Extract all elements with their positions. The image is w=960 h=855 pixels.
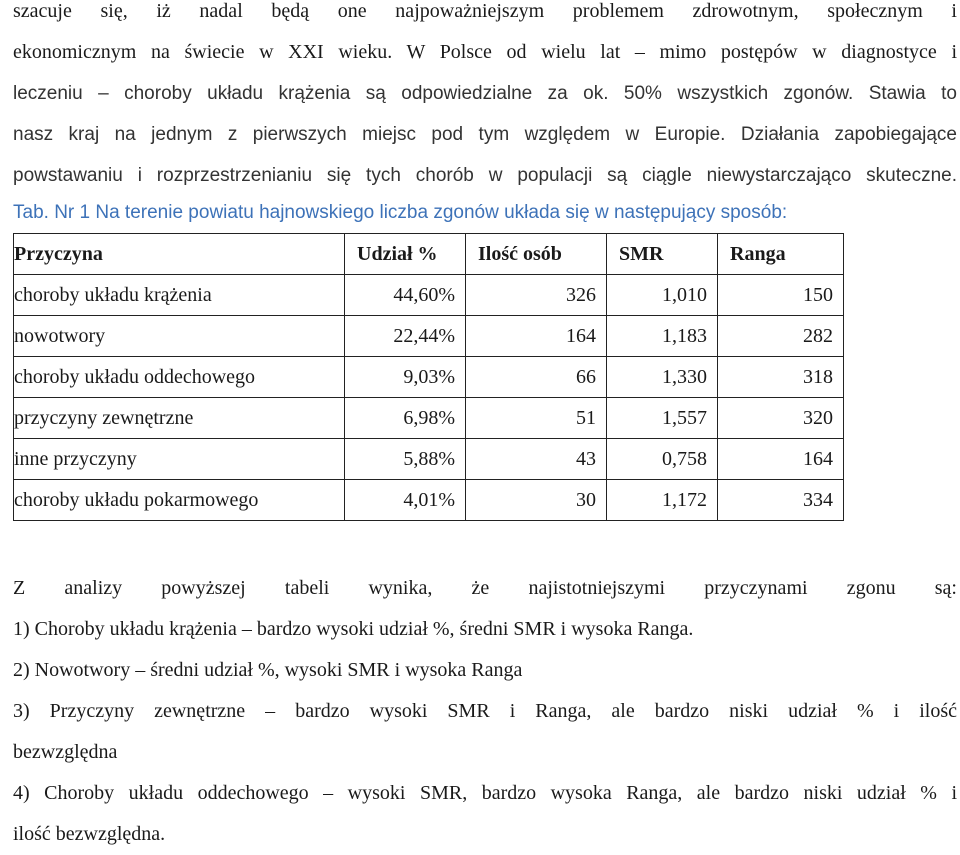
table-row: [14, 357, 844, 398]
analysis-section: [13, 568, 957, 855]
table-row: [14, 398, 844, 439]
cell-cause: nowotwory: [14, 316, 345, 357]
cell-count: 30: [466, 480, 607, 521]
analysis-line-1: Z analizy powyższej tabeli wynika, że najistotniejszymi przyczynami zgonu są:: [13, 577, 957, 599]
cell-share: 44,60%: [345, 275, 466, 316]
header-smr: SMR: [607, 234, 718, 275]
cell-cause: choroby układu krążenia: [14, 275, 345, 316]
table-row: [14, 275, 844, 316]
analysis-line-7: ilość bezwzględna.: [13, 823, 166, 845]
intro-line-5: powstawaniu i rozprzestrzenianiu się tych chorób w populacji są ciągle niewystarczająco skuteczne.: [13, 165, 957, 186]
cell-share: 4,01%: [345, 480, 466, 521]
mortality-table: [13, 233, 844, 521]
analysis-line-3: 2) Nowotwory – średni udział %, wysoki SMR i wysoka Ranga: [13, 659, 523, 681]
analysis-line-5: bezwzględna: [13, 741, 118, 763]
cell-smr: 1,183: [607, 316, 718, 357]
cell-count: 51: [466, 398, 607, 439]
table-caption: Tab. Nr 1 Na terenie powiatu hajnowskiego liczba zgonów układa się w następujący sposób:: [13, 202, 788, 223]
cell-cause: inne przyczyny: [14, 439, 345, 480]
cell-rank: 150: [718, 275, 844, 316]
table-row: [14, 316, 844, 357]
table-row: [14, 439, 844, 480]
cell-rank: 320: [718, 398, 844, 439]
header-share: Udział %: [345, 234, 466, 275]
analysis-line-4: 3) Przyczyny zewnętrzne – bardzo wysoki SMR i Ranga, ale bardzo niski udział % i ilość: [13, 700, 957, 722]
analysis-line-2: 1) Choroby układu krążenia – bardzo wysoki udział %, średni SMR i wysoka Ranga.: [13, 618, 694, 640]
cell-smr: 1,330: [607, 357, 718, 398]
cell-count: 326: [466, 275, 607, 316]
cell-cause: choroby układu oddechowego: [14, 357, 345, 398]
cell-count: 66: [466, 357, 607, 398]
cell-smr: 0,758: [607, 439, 718, 480]
cell-rank: 164: [718, 439, 844, 480]
intro-line-2: ekonomicznym na świecie w XXI wieku. W Polsce od wielu lat – mimo postępów w diagnostyce i: [13, 41, 957, 63]
analysis-line-6: 4) Choroby układu oddechowego – wysoki SMR, bardzo wysoka Ranga, ale bardzo niski udział % i: [13, 782, 957, 804]
cell-share: 5,88%: [345, 439, 466, 480]
header-count: Ilość osób: [466, 234, 607, 275]
cell-smr: 1,172: [607, 480, 718, 521]
cell-cause: choroby układu pokarmowego: [14, 480, 345, 521]
header-cause: Przyczyna: [14, 234, 345, 275]
cell-count: 164: [466, 316, 607, 357]
header-rank: Ranga: [718, 234, 844, 275]
cell-share: 22,44%: [345, 316, 466, 357]
cell-share: 9,03%: [345, 357, 466, 398]
cell-share: 6,98%: [345, 398, 466, 439]
intro-line-1: szacuje się, iż nadal będą one najpoważniejszym problemem zdrowotnym, społecznym i: [13, 0, 957, 22]
document-page: [13, 0, 957, 845]
intro-line-4: nasz kraj na jednym z pierwszych miejsc pod tym względem w Europie. Działania zapobiegające: [13, 124, 957, 145]
table-row: [14, 480, 844, 521]
cell-smr: 1,010: [607, 275, 718, 316]
cell-smr: 1,557: [607, 398, 718, 439]
cell-rank: 318: [718, 357, 844, 398]
intro-line-3: leczeniu – choroby układu krążenia są odpowiedzialne za ok. 50% wszystkich zgonów. Stawia to: [13, 83, 957, 104]
intro-paragraph: [13, 0, 957, 196]
cell-rank: 334: [718, 480, 844, 521]
table-header-row: [14, 234, 844, 275]
cell-count: 43: [466, 439, 607, 480]
cell-rank: 282: [718, 316, 844, 357]
cell-cause: przyczyny zewnętrzne: [14, 398, 345, 439]
